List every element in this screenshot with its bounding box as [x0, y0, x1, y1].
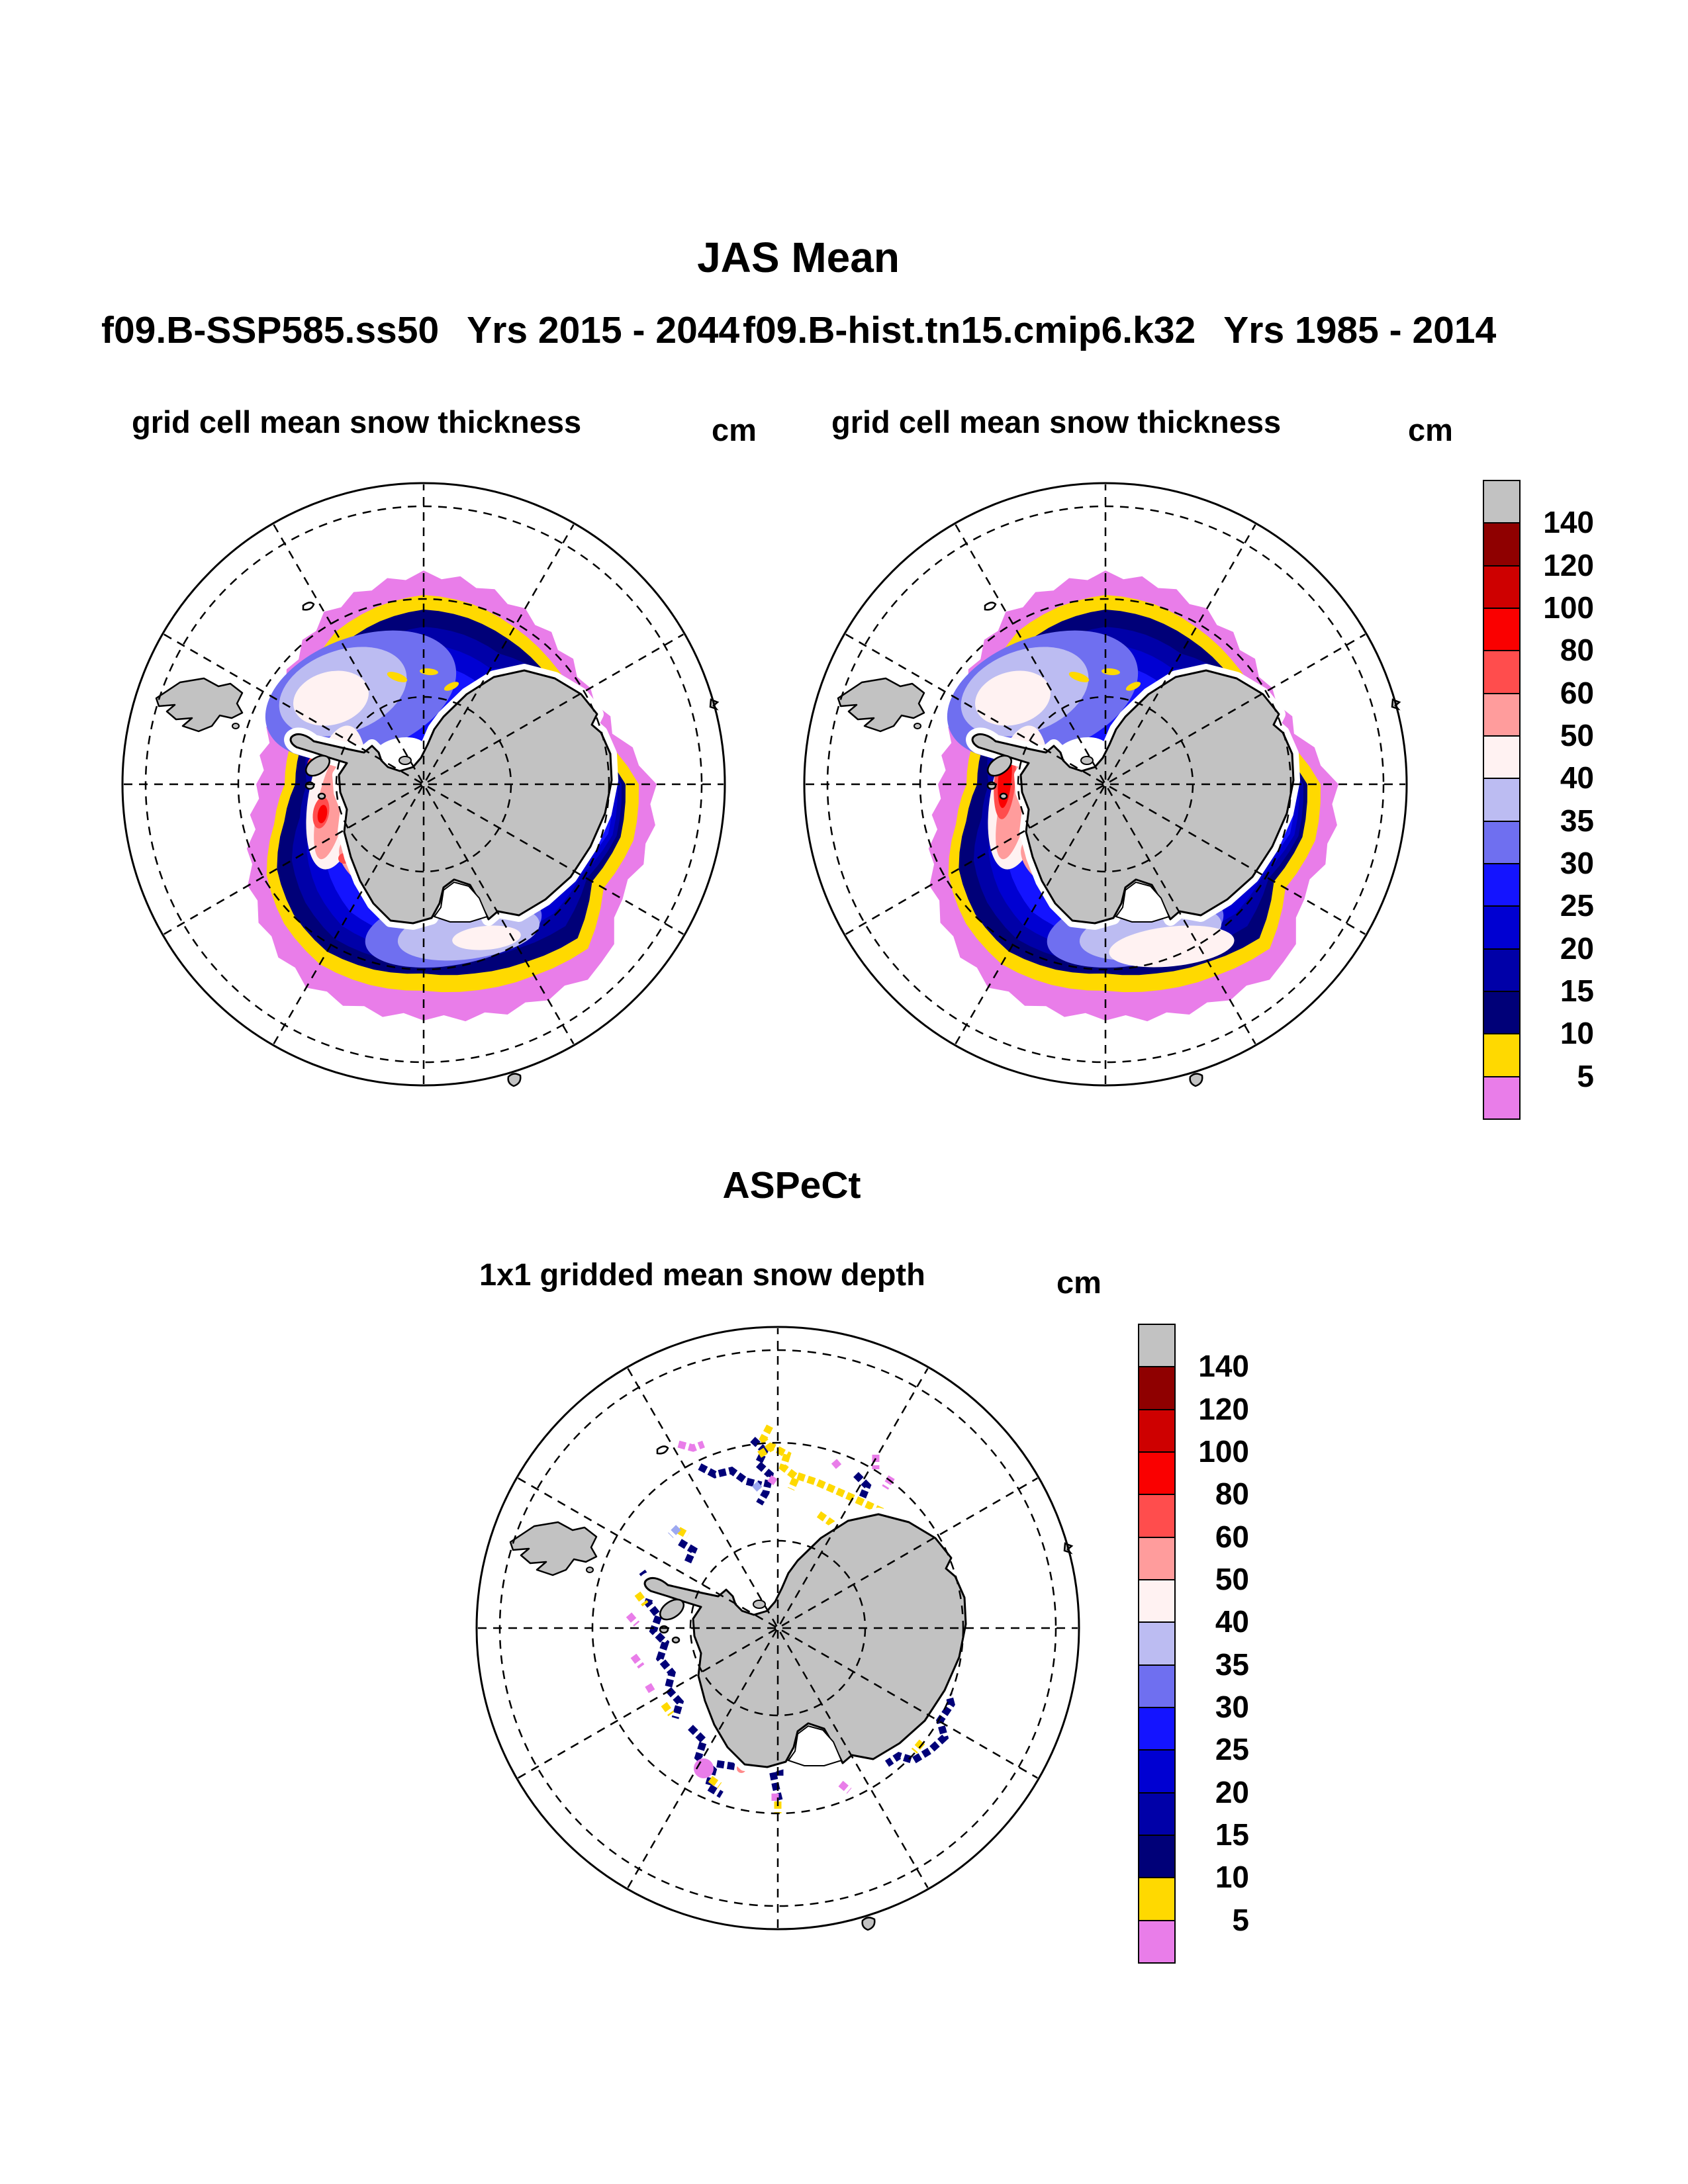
colorbar-cell	[1138, 1324, 1176, 1367]
colorbar-cell	[1483, 1033, 1521, 1077]
colorbar-label: 140	[1543, 505, 1594, 540]
colorbar-cell	[1483, 778, 1521, 821]
colorbar-label: 5	[1577, 1058, 1594, 1093]
colorbar-cell	[1138, 1537, 1176, 1580]
colorbar-cell	[1483, 905, 1521, 949]
colorbar-label: 25	[1215, 1732, 1249, 1767]
colorbar-label: 15	[1560, 973, 1594, 1008]
bottom-panel-title: ASPeCt	[722, 1164, 861, 1206]
colorbar-label: 50	[1215, 1561, 1249, 1596]
panel-label-left: grid cell mean snow thickness	[132, 404, 582, 439]
colorbar-cell	[1138, 1621, 1176, 1665]
colorbar-cell	[1138, 1920, 1176, 1964]
colorbar-label: 10	[1560, 1016, 1594, 1051]
colorbar-cell	[1483, 565, 1521, 609]
map-ssp585-snow-thickness	[119, 480, 728, 1089]
experiment-name-right: f09.B-hist.tn15.cmip6.k32	[743, 309, 1196, 351]
colorbar-cell	[1138, 1494, 1176, 1537]
colorbar-label: 60	[1215, 1519, 1249, 1554]
colorbar-cell	[1483, 863, 1521, 907]
colorbar-label: 25	[1560, 888, 1594, 923]
colorbar-cell	[1483, 735, 1521, 779]
colorbar-label: 20	[1215, 1774, 1249, 1809]
colorbar-cell	[1138, 1664, 1176, 1708]
colorbar-cell	[1483, 608, 1521, 651]
experiment-name-left: f09.B-SSP585.ss50	[101, 309, 440, 351]
colorbar-label: 20	[1560, 931, 1594, 966]
map-aspect-observations	[473, 1324, 1082, 1933]
colorbar-label: 40	[1215, 1604, 1249, 1639]
colorbar-label: 10	[1215, 1860, 1249, 1895]
colorbar-label: 5	[1232, 1902, 1249, 1937]
colorbar-cell	[1483, 480, 1521, 523]
period-right: Yrs 1985 - 2014	[1223, 309, 1497, 351]
colorbar-cell	[1138, 1579, 1176, 1623]
colorbar-label: 30	[1560, 845, 1594, 880]
colorbar-cell	[1138, 1409, 1176, 1453]
figure-title: JAS Mean	[697, 234, 900, 281]
colorbar-cell	[1138, 1707, 1176, 1751]
colorbar-label: 30	[1215, 1689, 1249, 1724]
colorbar-label: 80	[1560, 633, 1594, 668]
colorbar-label: 140	[1198, 1349, 1249, 1384]
panel-units-bottom: cm	[1056, 1265, 1102, 1300]
colorbar-cell	[1138, 1451, 1176, 1495]
colorbar-cell	[1483, 991, 1521, 1034]
colorbar-cell	[1138, 1877, 1176, 1921]
colorbar-label: 120	[1543, 547, 1594, 582]
colorbar-cell	[1483, 948, 1521, 992]
panel-units-right: cm	[1408, 412, 1453, 447]
panel-label-bottom: 1x1 gridded mean snow depth	[479, 1257, 925, 1292]
colorbar-cell	[1483, 821, 1521, 864]
colorbar-cell	[1483, 1076, 1521, 1120]
subtitle-right	[743, 308, 1496, 352]
subtitle-left	[101, 308, 739, 352]
colorbar-cell	[1138, 1792, 1176, 1836]
colorbar-label: 50	[1560, 717, 1594, 752]
period-left: Yrs 2015 - 2044	[467, 309, 740, 351]
colorbar-cell	[1483, 522, 1521, 566]
colorbar-cell	[1483, 650, 1521, 694]
colorbar-label: 35	[1215, 1647, 1249, 1682]
colorbar-cell	[1138, 1835, 1176, 1878]
colorbar-cell	[1138, 1749, 1176, 1793]
colorbar-label: 100	[1543, 590, 1594, 625]
panel-units-left: cm	[712, 412, 757, 447]
colorbar-label: 15	[1215, 1817, 1249, 1852]
colorbar-label: 100	[1198, 1433, 1249, 1469]
colorbar-label: 120	[1198, 1391, 1249, 1426]
colorbar-cell	[1138, 1366, 1176, 1410]
colorbar-label: 35	[1560, 803, 1594, 838]
colorbar-label: 80	[1215, 1477, 1249, 1512]
map-hist-snow-thickness	[801, 480, 1410, 1089]
colorbar-label: 40	[1560, 760, 1594, 796]
colorbar-label: 60	[1560, 675, 1594, 710]
panel-label-right: grid cell mean snow thickness	[831, 404, 1282, 439]
colorbar-cell	[1483, 693, 1521, 737]
